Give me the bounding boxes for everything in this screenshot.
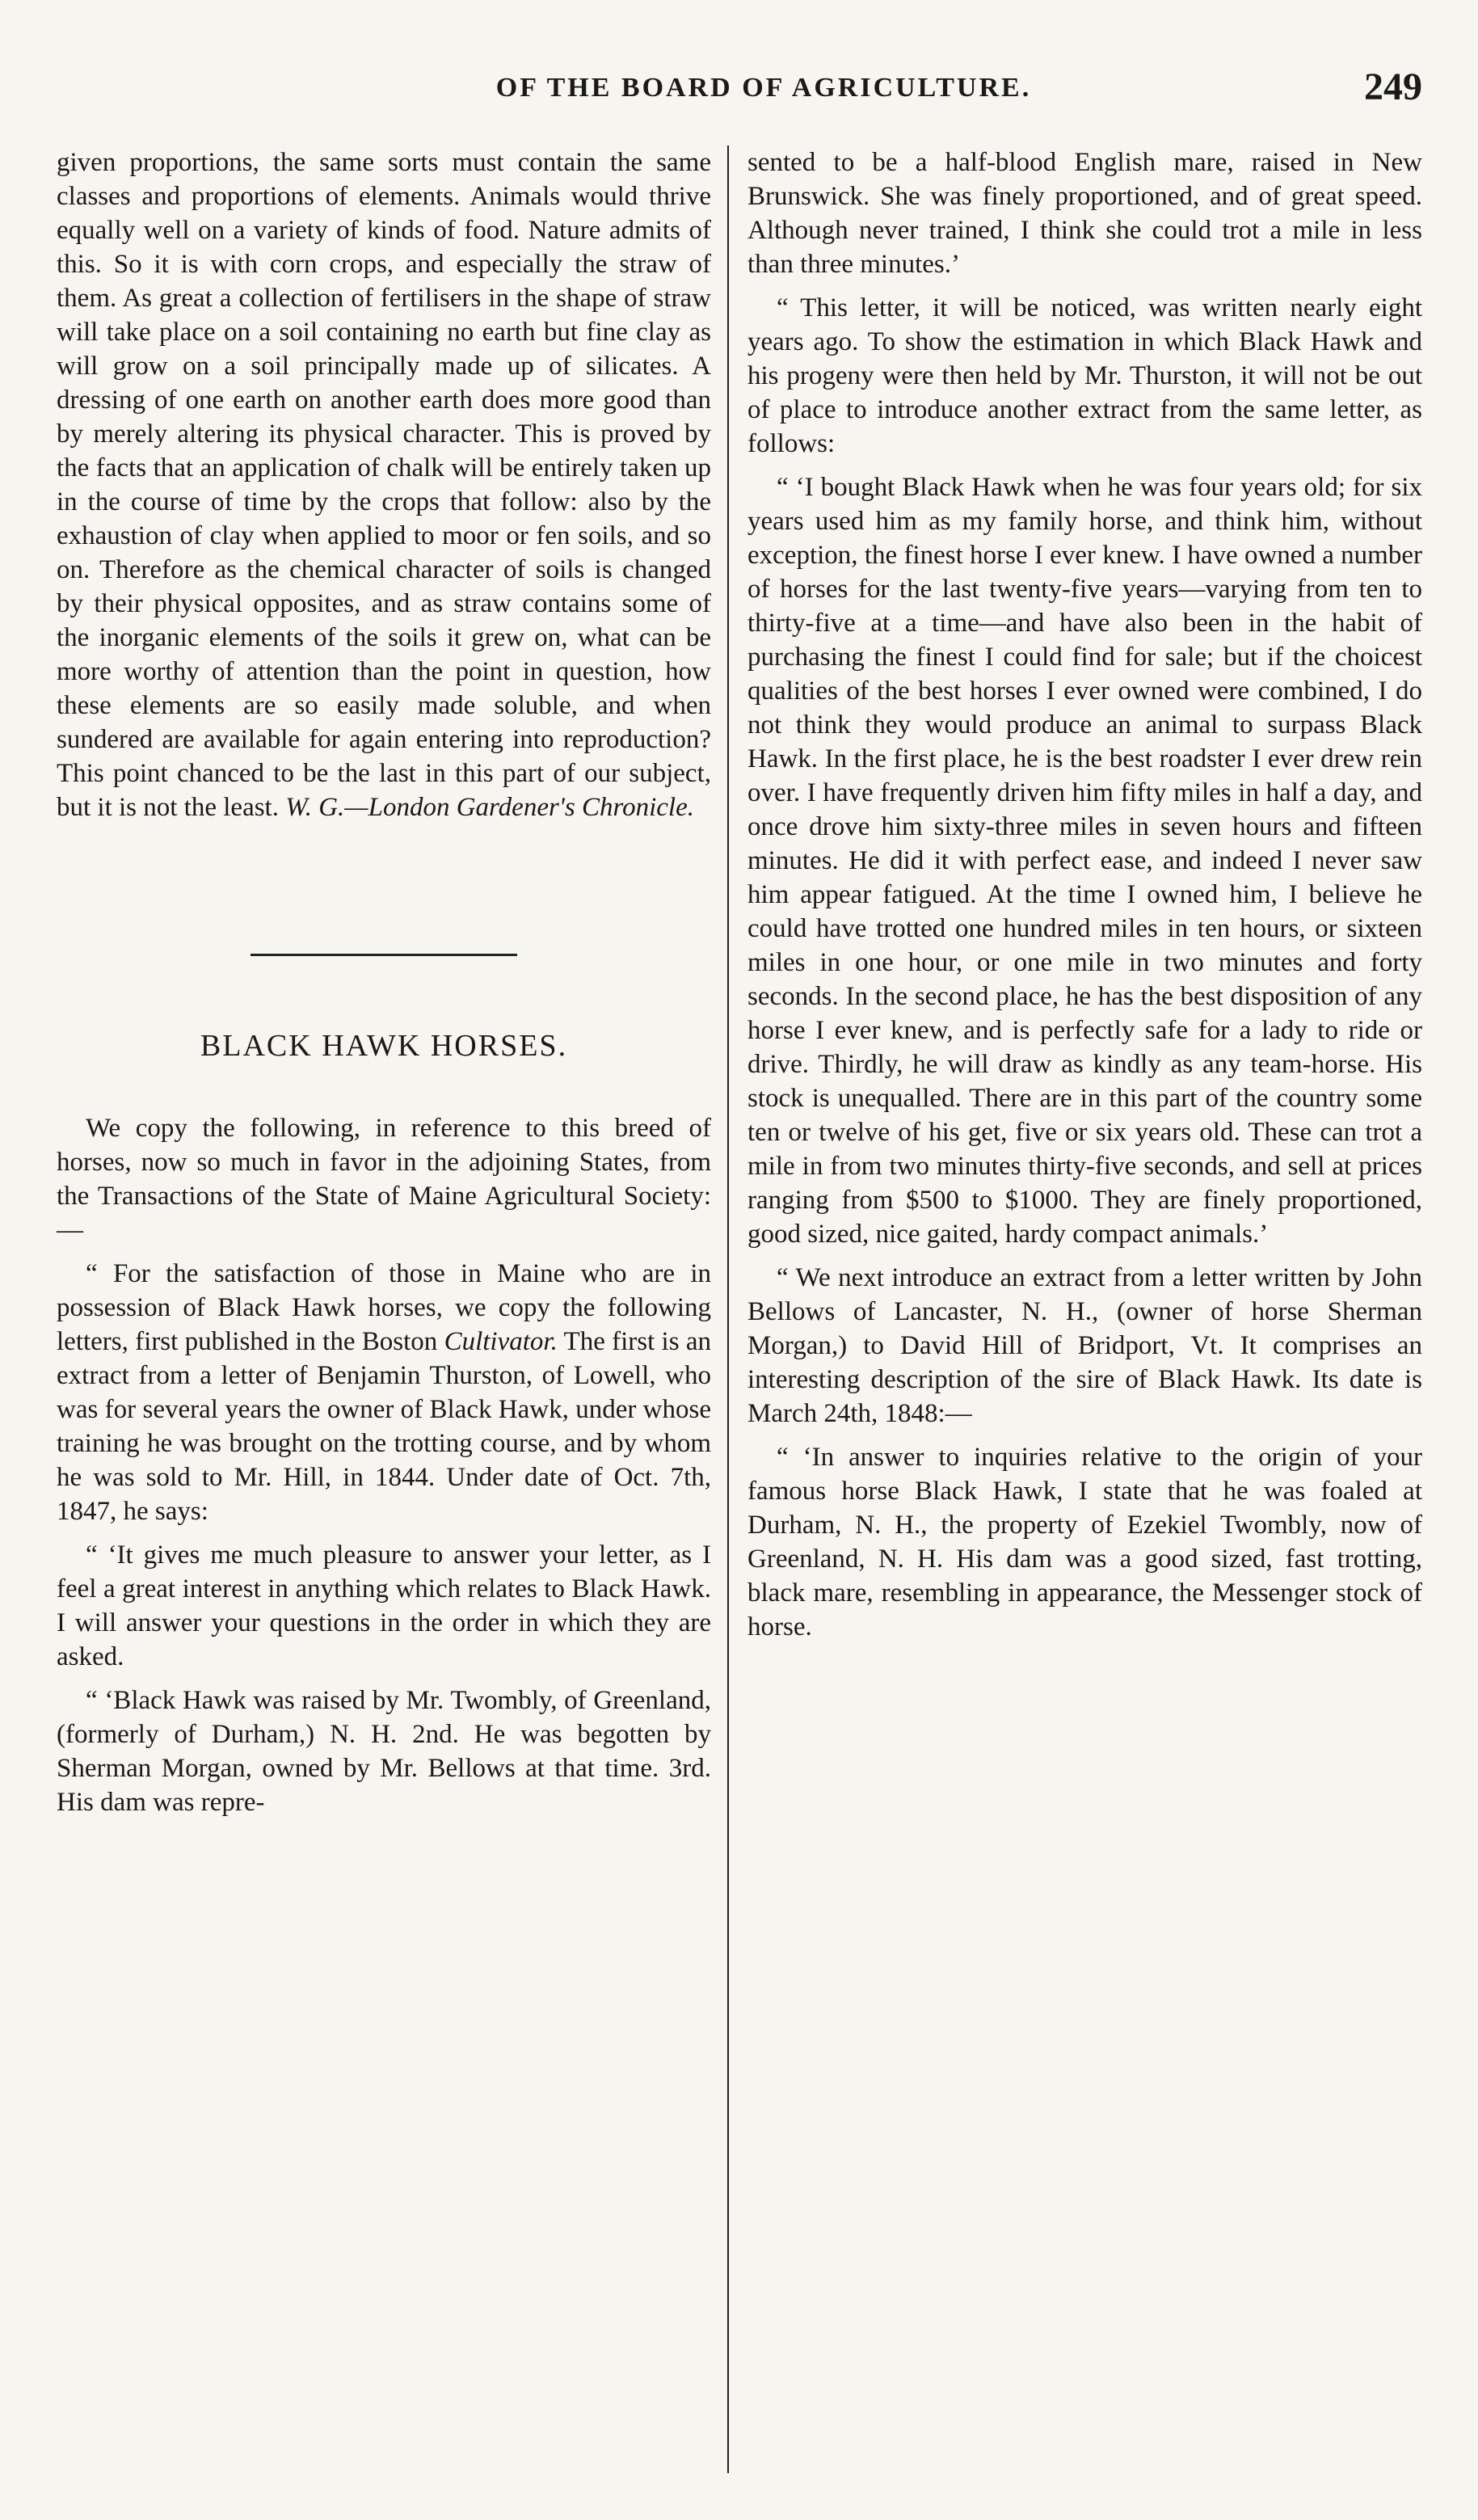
left-column — [57, 145, 711, 1829]
paragraph-text: “ For the satisfaction of those in Maine who are in possession of Black Hawk horses, we copy the following letters, first published in the Boston — [57, 1259, 711, 1356]
column-rule — [727, 145, 729, 2473]
publication-name: Cultivator. — [444, 1327, 558, 1356]
paragraph: “ We next introduce an extract from a letter written by John Bellows of Lancaster, N. H., (owner of horse Sherman Morgan,) to David Hill of Bridport, Vt. It comprises an interesting description of the sire of Black Hawk. Its date is March 24th, 1848:— — [747, 1263, 1422, 1428]
page-number: 249 — [1364, 65, 1422, 108]
running-title: OF THE BOARD OF AGRICULTURE. — [495, 73, 1032, 103]
paragraph — [57, 145, 711, 824]
paragraph: “ ‘It gives me much pleasure to answer your letter, as I feel a great interest in anything which relates to Black Hawk. I will answer your questions in the order in which they are asked. — [57, 1540, 711, 1671]
paragraph: “ ‘I bought Black Hawk when he was four years old; for six years used him as my family horse, and think him, without exception, the finest horse I ever knew. I have owned a number of horses for the last twenty-five years—varying from ten to thirty-five at a time—and have also been in the habit of purchasing the finest I could find for sale; but if the choicest qualities of the best horses I ever owned were combined, I do not think they would produce an animal to surpass Black Hawk. In the first place, he is the best roadster I ever drew rein over. I have frequently driven him fifty miles in half a day, and once drove him sixty-three miles in seven hours and fifteen minutes. He did it with perfect ease, and indeed I never saw him appear fatigued. At the time I owned him, I believe he could have trotted one hundred miles in ten hours, or sixteen miles in one hour, or one mile in two minutes and forty seconds. In the second place, he has the best disposition of any horse I ever knew, and is perfectly safe for a lady to ride or drive. Thirdly, he will draw as kindly as any team-horse. His stock is unequalled. There are in this part of the country some ten or twelve of his get, five or six years old. These can trot a mile in from two minutes thirty-five seconds, and sell at prices ranging from $500 to $1000. They are finely proportioned, good sized, nice gaited, hardy compact animals.’ — [747, 473, 1422, 1249]
paragraph: “ This letter, it will be noticed, was written nearly eight years ago. To show the estimation in which Black Hawk and his progeny were then held by Mr. Thurston, it will not be out of place to introduce another extract from the same letter, as follows: — [747, 293, 1422, 458]
paragraph: We copy the following, in reference to this breed of horses, now so much in favor in the adjoining States, from the Transactions of the State of Maine Agricultural Society:— — [57, 1114, 711, 1245]
right-column — [747, 145, 1422, 1654]
paragraph: “ ‘Black Hawk was raised by Mr. Twombly, of Greenland, (formerly of Durham,) N. H. 2nd. He was begotten by Sherman Morgan, owned by Mr. Bellows at that time. 3rd. His dam was repre- — [57, 1686, 711, 1817]
source-citation: W. G.—London Gardener's Chronicle. — [285, 793, 694, 822]
running-head — [57, 65, 1422, 137]
paragraph: sented to be a half-blood English mare, raised in New Brunswick. She was finely proportioned, and of great speed. Although never trained, I think she could trot a mile in less than three minutes.’ — [747, 148, 1422, 279]
section-divider — [251, 954, 517, 956]
section-heading: BLACK HAWK HORSES. — [200, 1029, 568, 1063]
paragraph-text: given proportions, the same sorts must contain the same classes and proportions of elements. Animals would thrive equally well on a variety of kinds of food. Nature admits of this. So it is with corn crops, and especially the straw of them. As great a collection of fertilisers in the shape of straw will take place on a soil containing no earth but fine clay as will grow on a soil principally made up of silicates. A dressing of one earth on another earth does more good than by merely altering its physical character. This is proved by the facts that an application of chalk will be entirely taken up in the course of time by the crops that follow: also by the exhaustion of clay when applied to moor or fen soils, and so on. Therefore as the chemical character of soils is changed by their physical opposites, and as straw contains some of the inorganic elements of the soils it grew on, what can be more worthy of attention than the point in question, how these elements are so easily made soluble, and when sundered are available for again entering into reproduction? This point chanced to be the last in this part of our subject, but it is not the least. — [57, 148, 711, 822]
page — [57, 65, 1422, 2481]
paragraph — [57, 1257, 711, 1528]
paragraph-text: The first is an extract from a letter of Benjamin Thurston, of Lowell, who was for several years the owner of Black Hawk, under whose training he was brought on the trotting course, and by whom he was sold to Mr. Hill, in 1844. Under date of Oct. 7th, 1847, he says: — [57, 1327, 711, 1526]
columns — [57, 145, 1422, 2473]
paragraph: “ ‘In answer to inquiries relative to the origin of your famous horse Black Hawk, I state that he was foaled at Durham, N. H., the property of Ezekiel Twombly, now of Greenland, N. H. His dam was a good sized, fast trotting, black mare, resembling in appearance, the Messenger stock of horse. — [747, 1443, 1422, 1641]
